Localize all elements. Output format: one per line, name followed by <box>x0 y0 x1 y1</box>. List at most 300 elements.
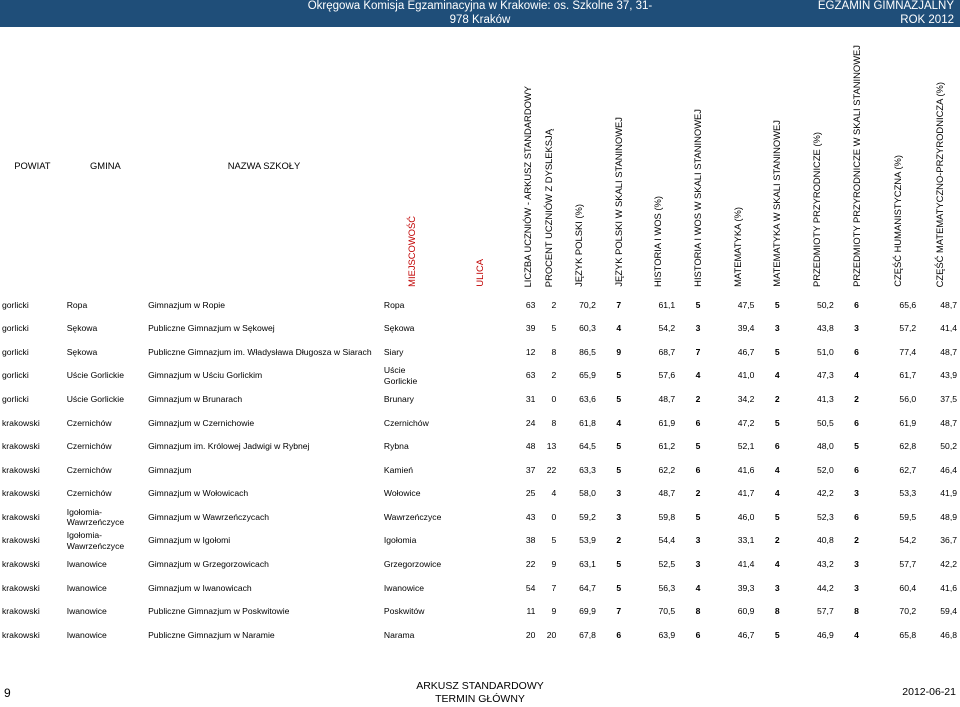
cell-liczba: 39 <box>525 323 536 334</box>
cell-przyr: 43,2 <box>817 559 834 570</box>
col-header-hum: CZĘŚĆ HUMANISTYCZNA (%) <box>891 155 903 287</box>
cell-gmina: Czernichów <box>66 488 112 499</box>
cell-przyr-stanin: 3 <box>854 559 859 570</box>
cell-dysleksja: 13 <box>546 441 557 452</box>
exam-year: ROK 2012 <box>900 13 954 26</box>
cell-dysleksja: 8 <box>551 417 557 428</box>
cell-mat: 41,6 <box>737 464 755 475</box>
cell-matprzyr: 48,7 <box>940 346 957 357</box>
cell-hist-stanin: 2 <box>695 393 701 404</box>
cell-hist: 61,2 <box>658 441 676 452</box>
cell-jp-stanin: 5 <box>616 582 622 593</box>
header-center <box>300 0 660 41</box>
cell-dysleksja: 0 <box>551 511 557 522</box>
cell-gmina: Iwanowice <box>66 559 107 570</box>
cell-hist: 68,7 <box>658 346 676 357</box>
col-header-powiat: POWIAT <box>14 160 51 171</box>
cell-liczba: 25 <box>525 488 536 499</box>
cell-powiat: gorlicki <box>2 370 29 381</box>
col-header-dysleksja: PROCENT UCZNIÓW Z DYSLEKSJĄ <box>542 128 554 287</box>
cell-liczba: 20 <box>525 629 536 640</box>
cell-przyr: 46,9 <box>817 629 834 640</box>
cell-dysleksja: 2 <box>551 370 557 381</box>
cell-powiat: krakowski <box>2 535 40 546</box>
cell-hist-stanin: 5 <box>695 441 701 452</box>
cell-mat-stanin: 4 <box>774 559 780 570</box>
cell-hist: 48,7 <box>658 488 676 499</box>
cell-jp: 63,3 <box>579 464 596 475</box>
header-right <box>818 0 954 27</box>
cell-hist-stanin: 3 <box>695 535 701 546</box>
cell-gmina: Iwanowice <box>66 582 107 593</box>
cell-nazwa: Gimnazjum w Grzegorzowicach <box>148 559 269 570</box>
cell-dysleksja: 22 <box>546 464 557 475</box>
table-row <box>0 505 960 529</box>
cell-miejscowosc: Ropa <box>383 299 405 310</box>
cell-ulica <box>442 553 517 577</box>
cell-mat-stanin: 6 <box>774 441 780 452</box>
cell-hum: 61,7 <box>899 370 917 381</box>
cell-liczba: 38 <box>525 535 536 546</box>
cell-liczba: 11 <box>526 606 536 617</box>
cell-przyr-stanin: 2 <box>854 535 859 546</box>
cell-dysleksja: 5 <box>551 323 557 334</box>
cell-jp-stanin: 4 <box>616 417 622 428</box>
cell-jp: 70,2 <box>579 299 596 310</box>
cell-jp: 69,9 <box>579 606 596 617</box>
cell-hist-stanin: 6 <box>695 464 701 475</box>
cell-hist-stanin: 5 <box>695 299 701 310</box>
col-header-mat-stanin: MATEMATYKA W SKALI STANINOWEJ <box>771 120 783 287</box>
cell-matprzyr: 41,6 <box>940 582 957 593</box>
cell-przyr: 42,2 <box>817 488 834 499</box>
col-header-nazwa: NAZWA SZKOŁY <box>227 160 301 171</box>
cell-hist: 54,2 <box>658 323 676 334</box>
cell-miejscowosc: Brunary <box>383 393 414 404</box>
cell-hist-stanin: 3 <box>695 323 701 334</box>
cell-gmina: Czernichów <box>66 417 112 428</box>
cell-gmina: Czernichów <box>66 464 112 475</box>
table-row <box>0 435 960 459</box>
table-row <box>0 293 960 317</box>
cell-przyr-stanin: 6 <box>854 464 859 475</box>
cell-przyr-stanin: 6 <box>854 417 859 428</box>
cell-hist: 62,2 <box>658 464 676 475</box>
cell-przyr-stanin: 3 <box>854 488 859 499</box>
cell-przyr: 47,3 <box>817 370 834 381</box>
cell-hist-stanin: 5 <box>695 511 701 522</box>
cell-hist: 61,1 <box>658 299 676 310</box>
cell-przyr-stanin: 6 <box>854 299 859 310</box>
cell-hist-stanin: 4 <box>695 582 701 593</box>
footer-date: 2012-06-21 <box>902 686 956 698</box>
cell-powiat: gorlicki <box>2 323 29 334</box>
cell-miejscowosc: Czernichów <box>383 417 429 428</box>
table-row <box>0 482 960 506</box>
cell-nazwa: Gimnazjum w Wawrzeńczycach <box>148 511 270 522</box>
cell-matprzyr: 41,9 <box>940 488 957 499</box>
cell-matprzyr: 48,7 <box>940 417 957 428</box>
cell-jp-stanin: 3 <box>616 488 622 499</box>
cell-ulica <box>442 600 517 624</box>
cell-przyr: 50,5 <box>817 417 834 428</box>
cell-ulica <box>442 387 517 411</box>
table-row <box>0 600 960 624</box>
table-row <box>0 387 960 411</box>
cell-liczba: 54 <box>525 582 536 593</box>
cell-liczba: 24 <box>525 417 536 428</box>
cell-jp: 53,9 <box>579 535 596 546</box>
cell-mat-stanin: 4 <box>774 488 780 499</box>
cell-hum: 57,7 <box>899 559 917 570</box>
header-address: Okręgowa Komisja Egzaminacyjna w Krakowie: os. Szkolne 37, 31-978 Kraków <box>307 0 653 26</box>
cell-mat-stanin: 5 <box>774 417 780 428</box>
cell-mat-stanin: 5 <box>774 511 780 522</box>
cell-liczba: 63 <box>525 299 536 310</box>
cell-jp: 86,5 <box>579 346 596 357</box>
table-row <box>0 364 960 388</box>
table-row <box>0 340 960 364</box>
cell-ulica <box>442 482 517 506</box>
cell-matprzyr: 50,2 <box>940 441 957 452</box>
cell-nazwa: Gimnazjum w Igołomi <box>148 535 231 546</box>
cell-jp-stanin: 5 <box>616 441 622 452</box>
cell-przyr: 43,8 <box>817 323 834 334</box>
cell-powiat: gorlicki <box>2 299 29 310</box>
cell-miejscowosc: Wołowice <box>383 488 421 499</box>
page-number: 9 <box>4 686 11 700</box>
cell-gmina: Czernichów <box>66 441 112 452</box>
cell-ulica <box>442 505 517 529</box>
cell-mat: 46,7 <box>737 629 755 640</box>
footer-sheet: ARKUSZ STANDARDOWY <box>416 680 544 692</box>
cell-miejscowosc: Iwanowice <box>383 582 425 593</box>
cell-przyr-stanin: 3 <box>854 323 859 334</box>
col-header-miejscowosc: MIEJSCOWOŚĆ <box>405 216 417 287</box>
cell-przyr-stanin: 6 <box>854 346 859 357</box>
cell-powiat: krakowski <box>2 441 40 452</box>
cell-mat-stanin: 2 <box>774 393 780 404</box>
cell-nazwa: Gimnazjum w Czernichowie <box>148 417 255 428</box>
cell-ulica <box>442 529 517 553</box>
cell-hist: 59,8 <box>658 511 676 522</box>
footer-center <box>330 680 630 706</box>
cell-mat-stanin: 5 <box>774 299 780 310</box>
header-contact: tel. (012) 68 32 101, e-mail: oke@oke.krakow.pl www.oke.krakow.pl <box>307 27 653 39</box>
cell-mat: 39,4 <box>737 323 755 334</box>
cell-mat: 41,7 <box>737 488 755 499</box>
cell-hist: 54,4 <box>658 535 676 546</box>
cell-przyr: 50,2 <box>817 299 834 310</box>
cell-jp: 59,2 <box>579 511 596 522</box>
cell-liczba: 48 <box>525 441 536 452</box>
cell-mat-stanin: 3 <box>774 582 780 593</box>
cell-matprzyr: 36,7 <box>940 535 957 546</box>
cell-hist: 70,5 <box>658 606 676 617</box>
cell-ulica <box>442 364 517 388</box>
cell-mat: 52,1 <box>737 441 755 452</box>
table-row <box>0 576 960 600</box>
col-header-mat: MATEMATYKA (%) <box>731 207 743 287</box>
cell-miejscowosc: Narama <box>383 629 415 640</box>
cell-powiat: gorlicki <box>2 346 29 357</box>
cell-jp-stanin: 7 <box>616 299 622 310</box>
cell-jp: 63,1 <box>579 559 596 570</box>
cell-powiat: krakowski <box>2 417 40 428</box>
cell-matprzyr: 41,4 <box>940 323 957 334</box>
cell-powiat: krakowski <box>2 488 40 499</box>
exam-title: EGZAMIN GIMNAZJALNY <box>817 0 954 12</box>
cell-miejscowosc: Siary <box>383 346 404 357</box>
cell-nazwa: Publiczne Gimnazjum w Sękowej <box>148 323 275 334</box>
cell-przyr: 57,7 <box>817 606 834 617</box>
cell-jp-stanin: 4 <box>616 323 622 334</box>
cell-hist-stanin: 6 <box>695 629 701 640</box>
col-header-jp: JĘZYK POLSKI (%) <box>572 204 584 287</box>
cell-matprzyr: 48,9 <box>940 511 957 522</box>
footer-term: TERMIN GŁÓWNY <box>435 693 525 705</box>
cell-przyr: 40,8 <box>817 535 834 546</box>
cell-powiat: krakowski <box>2 606 40 617</box>
cell-hum: 53,3 <box>899 488 917 499</box>
cell-miejscowosc: Wawrzeńczyce <box>383 511 442 522</box>
cell-mat-stanin: 4 <box>774 464 780 475</box>
cell-mat-stanin: 2 <box>774 535 780 546</box>
cell-przyr: 52,3 <box>817 511 834 522</box>
cell-matprzyr: 46,8 <box>940 629 957 640</box>
cell-mat: 46,7 <box>737 346 755 357</box>
cell-powiat: krakowski <box>2 511 40 522</box>
cell-przyr: 52,0 <box>817 464 834 475</box>
cell-przyr: 44,2 <box>817 582 834 593</box>
cell-gmina: Uście Gorlickie <box>66 393 124 404</box>
cell-nazwa: Gimnazjum w Uściu Gorlickim <box>148 370 263 381</box>
cell-mat: 60,9 <box>737 606 755 617</box>
cell-jp: 61,8 <box>579 417 596 428</box>
cell-mat-stanin: 4 <box>774 370 780 381</box>
cell-powiat: krakowski <box>2 629 40 640</box>
cell-liczba: 22 <box>525 559 536 570</box>
table-row <box>0 317 960 341</box>
cell-jp: 67,8 <box>579 629 596 640</box>
cell-hum: 62,7 <box>899 464 917 475</box>
cell-hum: 62,8 <box>899 441 917 452</box>
cell-jp-stanin: 3 <box>616 511 622 522</box>
cell-nazwa: Gimnazjum w Ropie <box>148 299 225 310</box>
cell-hum: 70,2 <box>899 606 917 617</box>
header-banner <box>0 0 960 39</box>
cell-ulica <box>442 435 517 459</box>
cell-mat: 39,3 <box>737 582 755 593</box>
cell-hist: 56,3 <box>658 582 676 593</box>
cell-liczba: 43 <box>525 511 536 522</box>
cell-dysleksja: 2 <box>551 299 557 310</box>
cell-liczba: 31 <box>525 393 536 404</box>
cell-liczba: 63 <box>525 370 536 381</box>
cell-przyr-stanin: 6 <box>854 511 859 522</box>
cell-jp-stanin: 6 <box>616 629 622 640</box>
cell-mat: 41,0 <box>737 370 755 381</box>
cell-hist-stanin: 4 <box>695 370 701 381</box>
cell-nazwa: Gimnazjum im. Królowej Jadwigi w Rybnej <box>148 441 310 452</box>
cell-hist-stanin: 3 <box>695 559 701 570</box>
col-header-jp-stanin: JĘZYK POLSKI W SKALI STANINOWEJ <box>612 117 624 287</box>
cell-hum: 77,4 <box>899 346 917 357</box>
cell-przyr: 51,0 <box>817 346 834 357</box>
cell-ulica <box>442 458 517 482</box>
cell-nazwa: Publiczne Gimnazjum w Poskwitowie <box>148 606 290 617</box>
col-header-hist: HISTORIA I WOS (%) <box>652 196 664 287</box>
cell-jp-stanin: 9 <box>616 346 622 357</box>
cell-miejscowosc: Rybna <box>383 441 409 452</box>
cell-hum: 59,5 <box>899 511 917 522</box>
cell-hum: 57,2 <box>899 323 917 334</box>
cell-powiat: krakowski <box>2 464 40 475</box>
table-row <box>0 623 960 647</box>
cell-dysleksja: 5 <box>551 535 557 546</box>
table-row <box>0 553 960 577</box>
col-header-ulica: ULICA <box>473 259 485 287</box>
cell-mat: 46,0 <box>737 511 755 522</box>
cell-jp: 64,5 <box>579 441 596 452</box>
cell-jp-stanin: 5 <box>616 393 622 404</box>
cell-dysleksja: 9 <box>551 606 557 617</box>
table-body <box>0 293 960 647</box>
cell-jp: 64,7 <box>579 582 596 593</box>
cell-przyr: 41,3 <box>817 393 834 404</box>
cell-mat: 33,1 <box>737 535 755 546</box>
cell-przyr-stanin: 4 <box>854 370 859 381</box>
cell-matprzyr: 48,7 <box>940 299 957 310</box>
cell-nazwa: Gimnazjum w Wołowicach <box>148 488 249 499</box>
cell-ulica <box>442 340 517 364</box>
cell-jp-stanin: 2 <box>616 535 622 546</box>
table-row <box>0 529 960 553</box>
cell-nazwa: Gimnazjum w Brunarach <box>148 393 243 404</box>
cell-matprzyr: 43,9 <box>940 370 957 381</box>
cell-nazwa: Gimnazjum <box>148 464 192 475</box>
cell-nazwa: Publiczne Gimnazjum w Naramie <box>148 629 275 640</box>
cell-ulica <box>442 293 517 317</box>
cell-dysleksja: 7 <box>551 582 557 593</box>
cell-hum: 60,4 <box>899 582 917 593</box>
cell-mat: 47,2 <box>737 417 755 428</box>
header-row <box>0 38 960 293</box>
cell-przyr-stanin: 3 <box>854 582 859 593</box>
cell-nazwa: Publiczne Gimnazjum im. Władysława Długosza w Siarach <box>148 346 372 357</box>
col-header-liczba: LICZBA UCZNIÓW - ARKUSZ STANDARDOWY <box>521 85 533 287</box>
cell-miejscowosc: Uście Gorlickie <box>383 365 418 386</box>
cell-jp: 60,3 <box>579 323 596 334</box>
cell-przyr-stanin: 8 <box>854 606 859 617</box>
cell-powiat: krakowski <box>2 582 40 593</box>
cell-przyr-stanin: 4 <box>854 629 859 640</box>
cell-miejscowosc: Kamień <box>383 464 414 475</box>
cell-jp-stanin: 5 <box>616 370 622 381</box>
cell-ulica <box>442 623 517 647</box>
cell-nazwa: Gimnazjum w Iwanowicach <box>148 582 252 593</box>
cell-matprzyr: 37,5 <box>940 393 957 404</box>
cell-ulica <box>442 576 517 600</box>
cell-miejscowosc: Poskwitów <box>383 606 425 617</box>
cell-hist: 61,9 <box>658 417 676 428</box>
cell-jp: 63,6 <box>579 393 596 404</box>
cell-mat-stanin: 8 <box>774 606 780 617</box>
cell-hum: 61,9 <box>899 417 917 428</box>
cell-gmina: Ropa <box>66 299 88 310</box>
cell-dysleksja: 20 <box>546 629 557 640</box>
results-table-wrap <box>0 38 960 647</box>
cell-gmina: Igołomia-Wawrzeńczyce <box>66 506 125 528</box>
cell-matprzyr: 59,4 <box>940 606 957 617</box>
results-table <box>0 38 960 647</box>
cell-hist-stanin: 2 <box>695 488 701 499</box>
cell-gmina: Igołomia-Wawrzeńczyce <box>66 530 125 551</box>
cell-mat: 41,4 <box>737 559 755 570</box>
col-header-przyr: PRZEDMIOTY PRZYRODNICZE (%) <box>810 131 822 287</box>
cell-hist: 57,6 <box>658 370 676 381</box>
cell-przyr: 48,0 <box>817 441 834 452</box>
cell-gmina: Iwanowice <box>66 606 107 617</box>
cell-ulica <box>442 411 517 435</box>
cell-ulica <box>442 317 517 341</box>
cell-jp-stanin: 7 <box>616 606 622 617</box>
cell-gmina: Uście Gorlickie <box>66 370 124 381</box>
cell-matprzyr: 46,4 <box>940 464 957 475</box>
cell-hum: 56,0 <box>899 393 917 404</box>
cell-jp: 65,9 <box>579 370 596 381</box>
cell-gmina: Sękowa <box>66 346 98 357</box>
cell-dysleksja: 4 <box>551 488 557 499</box>
cell-hist-stanin: 7 <box>695 346 701 357</box>
cell-powiat: krakowski <box>2 559 40 570</box>
cell-hum: 65,6 <box>899 299 917 310</box>
cell-hist: 48,7 <box>658 393 676 404</box>
cell-hist-stanin: 6 <box>695 417 701 428</box>
cell-dysleksja: 8 <box>551 346 557 357</box>
cell-hum: 54,2 <box>899 535 917 546</box>
cell-mat-stanin: 3 <box>774 323 780 334</box>
cell-jp-stanin: 5 <box>616 559 622 570</box>
cell-mat: 47,5 <box>737 299 755 310</box>
cell-miejscowosc: Grzegorzowice <box>383 559 442 570</box>
col-header-hist-stanin: HISTORIA I WOS W SKALI STANINOWEJ <box>691 109 703 287</box>
cell-hum: 65,8 <box>899 629 917 640</box>
cell-matprzyr: 42,2 <box>940 559 957 570</box>
col-header-matprzyr: CZĘŚĆ MATEMATYCZNO-PRZYRODNICZA (%) <box>933 81 945 287</box>
cell-liczba: 12 <box>525 346 536 357</box>
cell-przyr-stanin: 2 <box>854 393 859 404</box>
cell-jp: 58,0 <box>579 488 596 499</box>
cell-liczba: 37 <box>525 464 536 475</box>
cell-przyr-stanin: 5 <box>854 441 859 452</box>
cell-gmina: Iwanowice <box>66 629 107 640</box>
cell-hist-stanin: 8 <box>695 606 701 617</box>
cell-dysleksja: 0 <box>551 393 557 404</box>
col-header-gmina: GMINA <box>90 160 121 171</box>
cell-hist: 63,9 <box>658 629 676 640</box>
cell-dysleksja: 9 <box>551 559 557 570</box>
page-footer <box>0 680 960 707</box>
cell-mat-stanin: 5 <box>774 346 780 357</box>
cell-powiat: gorlicki <box>2 393 29 404</box>
table-row <box>0 458 960 482</box>
cell-jp-stanin: 5 <box>616 464 622 475</box>
cell-mat-stanin: 5 <box>774 629 780 640</box>
cell-mat: 34,2 <box>737 393 755 404</box>
cell-miejscowosc: Sękowa <box>383 323 415 334</box>
table-row <box>0 411 960 435</box>
